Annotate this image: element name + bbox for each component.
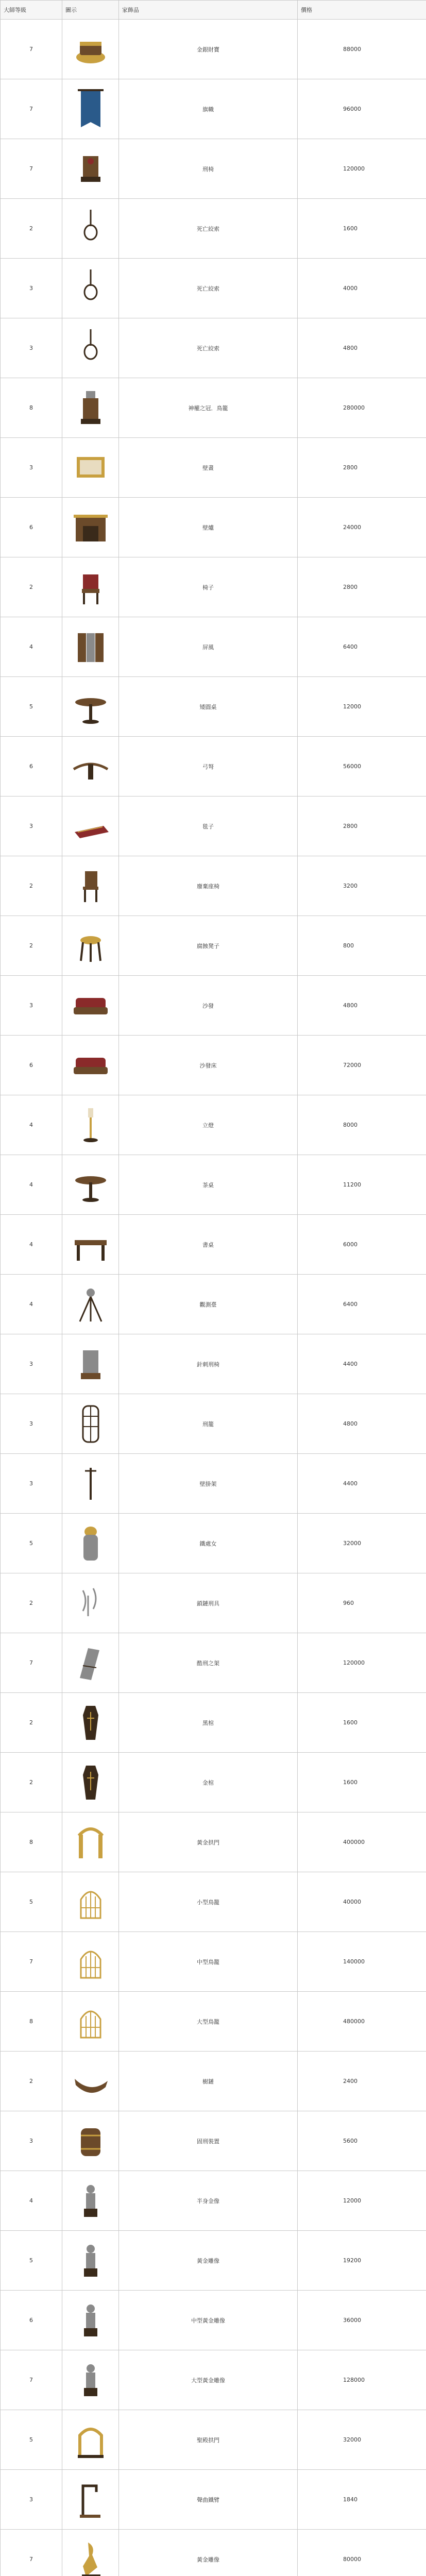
table-row (1, 2231, 426, 2291)
price-cell: 2800 (298, 796, 426, 856)
fireplace-icon (67, 504, 114, 551)
furniture-name-cell: 中型黃金雕像 (119, 2291, 298, 2350)
furniture-name-cell: 金銀財寶 (119, 20, 298, 79)
master-level-cell: 7 (1, 2530, 62, 2576)
master-level-cell: 2 (1, 1753, 62, 1812)
furniture-name-cell: 觀測臺 (119, 1275, 298, 1334)
table-row (1, 79, 426, 139)
price-cell: 6400 (298, 1275, 426, 1334)
item-icon-cell (62, 2052, 119, 2111)
master-level-cell: 4 (1, 1215, 62, 1275)
item-icon-cell (62, 1693, 119, 1753)
price-cell: 2800 (298, 438, 426, 498)
item-icon-cell (62, 259, 119, 318)
master-level-cell: 2 (1, 557, 62, 617)
furniture-name-cell: 黃金拱門 (119, 1812, 298, 1872)
table-row (1, 378, 426, 438)
furniture-name-cell: 酷刑之架 (119, 1633, 298, 1693)
furniture-name-cell: 刑籠 (119, 1394, 298, 1454)
master-level-cell: 7 (1, 79, 62, 139)
knight-statue-icon (67, 2357, 114, 2403)
table-row (1, 796, 426, 856)
price-cell: 5600 (298, 2111, 426, 2171)
price-cell: 40000 (298, 1872, 426, 1932)
master-level-cell: 8 (1, 1812, 62, 1872)
table-row (1, 139, 426, 199)
table-row (1, 1334, 426, 1394)
table-row (1, 1633, 426, 1693)
master-level-cell: 3 (1, 259, 62, 318)
furniture-name-cell: 壁掛架 (119, 1454, 298, 1514)
coffin-icon (67, 1759, 114, 1806)
furniture-name-cell: 死亡絞索 (119, 318, 298, 378)
item-icon-cell (62, 139, 119, 199)
coat-rack-icon (67, 1461, 114, 1507)
table-row (1, 2052, 426, 2111)
item-icon-cell (62, 438, 119, 498)
noose-icon (67, 265, 114, 312)
table-row (1, 2530, 426, 2576)
price-cell: 88000 (298, 20, 426, 79)
price-cell: 72000 (298, 1036, 426, 1095)
price-cell: 4400 (298, 1334, 426, 1394)
table-row (1, 20, 426, 79)
gallows-icon (67, 2477, 114, 2523)
armor-stand-icon (67, 385, 114, 431)
header-icon: 圖示 (62, 1, 119, 20)
table-row (1, 1932, 426, 1992)
item-icon-cell (62, 1753, 119, 1812)
table-row (1, 318, 426, 378)
master-level-cell: 3 (1, 1394, 62, 1454)
item-icon-cell (62, 557, 119, 617)
item-icon-cell (62, 2530, 119, 2576)
item-icon-cell (62, 318, 119, 378)
furniture-name-cell: 中型鳥籠 (119, 1932, 298, 1992)
furniture-name-cell: 針刺刑椅 (119, 1334, 298, 1394)
master-level-cell: 6 (1, 498, 62, 557)
table-row (1, 259, 426, 318)
furniture-name-cell: 沙發 (119, 976, 298, 1036)
item-icon-cell (62, 1633, 119, 1693)
master-level-cell: 4 (1, 1155, 62, 1215)
furniture-name-cell: 矮圓桌 (119, 677, 298, 737)
sofa-icon (67, 982, 114, 1029)
furniture-name-cell: 旗幟 (119, 79, 298, 139)
price-cell: 1600 (298, 1753, 426, 1812)
item-icon-cell (62, 199, 119, 259)
price-cell: 280000 (298, 378, 426, 438)
furniture-name-cell: 刑椅 (119, 139, 298, 199)
master-level-cell: 5 (1, 1514, 62, 1573)
header-furniture: 家飾品 (119, 1, 298, 20)
master-level-cell: 3 (1, 1334, 62, 1394)
price-cell: 32000 (298, 1514, 426, 1573)
table-row (1, 856, 426, 916)
price-cell: 4800 (298, 318, 426, 378)
price-cell: 8000 (298, 1095, 426, 1155)
item-icon-cell (62, 1215, 119, 1275)
round-table-icon (67, 1162, 114, 1208)
item-icon-cell (62, 1334, 119, 1394)
table-header-row (1, 1, 426, 20)
price-cell: 36000 (298, 2291, 426, 2350)
master-level-cell: 6 (1, 2291, 62, 2350)
item-icon-cell (62, 1573, 119, 1633)
furniture-name-cell: 弓弩 (119, 737, 298, 796)
folding-screen-icon (67, 624, 114, 670)
item-icon-cell (62, 796, 119, 856)
table-row (1, 1215, 426, 1275)
price-cell: 4800 (298, 976, 426, 1036)
master-level-cell: 5 (1, 677, 62, 737)
item-icon-cell (62, 916, 119, 976)
price-cell: 2400 (298, 2052, 426, 2111)
master-level-cell: 4 (1, 2171, 62, 2231)
item-icon-cell (62, 2231, 119, 2291)
price-cell: 11200 (298, 1155, 426, 1215)
wooden-chair-icon (67, 863, 114, 909)
golden-statue-icon (67, 2536, 114, 2576)
master-level-cell: 3 (1, 976, 62, 1036)
noose-icon (67, 325, 114, 371)
price-cell: 120000 (298, 139, 426, 199)
item-icon-cell (62, 737, 119, 796)
table-row (1, 1155, 426, 1215)
furniture-name-cell: 金棺 (119, 1753, 298, 1812)
item-icon-cell (62, 976, 119, 1036)
master-level-cell: 3 (1, 796, 62, 856)
price-cell: 24000 (298, 498, 426, 557)
tripod-icon (67, 1281, 114, 1328)
treasure-chest-icon (67, 26, 114, 73)
table-row (1, 1275, 426, 1334)
chair-icon (67, 564, 114, 611)
barrel-icon (67, 2118, 114, 2164)
painting-icon (67, 445, 114, 491)
item-icon-cell (62, 2410, 119, 2470)
item-icon-cell (62, 1155, 119, 1215)
sofa-icon (67, 1042, 114, 1089)
item-icon-cell (62, 2350, 119, 2410)
stool-icon (67, 923, 114, 969)
item-icon-cell (62, 1812, 119, 1872)
desk-icon (67, 1222, 114, 1268)
master-level-cell: 2 (1, 2052, 62, 2111)
crossbow-icon (67, 743, 114, 790)
price-cell: 80000 (298, 2530, 426, 2576)
furniture-name-cell: 鐵處女 (119, 1514, 298, 1573)
master-level-cell: 7 (1, 20, 62, 79)
price-cell: 3200 (298, 856, 426, 916)
master-level-cell: 5 (1, 2231, 62, 2291)
table-row (1, 976, 426, 1036)
table-row (1, 1394, 426, 1454)
item-icon-cell (62, 677, 119, 737)
table-row (1, 557, 426, 617)
item-icon-cell (62, 79, 119, 139)
price-cell: 6400 (298, 617, 426, 677)
furniture-name-cell: 沙發床 (119, 1036, 298, 1095)
master-level-cell: 6 (1, 1036, 62, 1095)
item-icon-cell (62, 2470, 119, 2530)
torture-rack-icon (67, 146, 114, 192)
master-level-cell: 6 (1, 737, 62, 796)
arch-gate-icon (67, 2417, 114, 2463)
master-level-cell: 2 (1, 856, 62, 916)
master-level-cell: 3 (1, 438, 62, 498)
furniture-name-cell: 廢棄座椅 (119, 856, 298, 916)
price-cell: 32000 (298, 2410, 426, 2470)
price-cell: 6000 (298, 1215, 426, 1275)
furniture-name-cell: 死亡絞索 (119, 199, 298, 259)
furniture-name-cell: 大型黃金雕像 (119, 2350, 298, 2410)
golden-gate-icon (67, 1819, 114, 1866)
table-row (1, 2410, 426, 2470)
price-cell: 12000 (298, 2171, 426, 2231)
furniture-name-cell: 黃金雕像 (119, 2231, 298, 2291)
item-icon-cell (62, 856, 119, 916)
furniture-name-cell: 大型鳥籠 (119, 1992, 298, 2052)
furniture-name-cell: 鎖鏈刑具 (119, 1573, 298, 1633)
table-row (1, 2111, 426, 2171)
furniture-name-cell: 屏風 (119, 617, 298, 677)
item-icon-cell (62, 1095, 119, 1155)
knight-statue-icon (67, 2238, 114, 2284)
wall-hooks-icon (67, 1580, 114, 1626)
iron-maiden-icon (67, 1520, 114, 1567)
furniture-name-cell: 書桌 (119, 1215, 298, 1275)
birdcage-icon (67, 1879, 114, 1925)
table-row (1, 199, 426, 259)
furniture-name-cell: 立燈 (119, 1095, 298, 1155)
master-level-cell: 4 (1, 617, 62, 677)
table-row (1, 1872, 426, 1932)
table-row (1, 1812, 426, 1872)
master-level-cell: 5 (1, 2410, 62, 2470)
table-row (1, 2171, 426, 2231)
table-row (1, 737, 426, 796)
furniture-name-cell: 茶桌 (119, 1155, 298, 1215)
master-level-cell: 4 (1, 1095, 62, 1155)
coffin-icon (67, 1700, 114, 1746)
table-row (1, 2470, 426, 2530)
item-icon-cell (62, 2291, 119, 2350)
item-icon-cell (62, 498, 119, 557)
item-icon-cell (62, 1036, 119, 1095)
round-table-icon (67, 684, 114, 730)
header-price: 價格 (298, 1, 426, 20)
price-cell: 1600 (298, 199, 426, 259)
price-cell: 4000 (298, 259, 426, 318)
birdcage-icon (67, 1939, 114, 1985)
price-cell: 800 (298, 916, 426, 976)
price-cell: 400000 (298, 1812, 426, 1872)
furniture-name-cell: 死亡絞索 (119, 259, 298, 318)
item-icon-cell (62, 2111, 119, 2171)
knight-statue-icon (67, 2297, 114, 2344)
price-cell: 2800 (298, 557, 426, 617)
master-level-cell: 8 (1, 1992, 62, 2052)
price-cell: 128000 (298, 2350, 426, 2410)
master-level-cell: 3 (1, 2111, 62, 2171)
price-cell: 56000 (298, 737, 426, 796)
price-cell: 96000 (298, 79, 426, 139)
master-level-cell: 7 (1, 2350, 62, 2410)
furniture-name-cell: 聖殿拱門 (119, 2410, 298, 2470)
table-row (1, 1753, 426, 1812)
price-cell: 1600 (298, 1693, 426, 1753)
furniture-name-cell: 小型鳥籠 (119, 1872, 298, 1932)
table-row (1, 1454, 426, 1514)
noose-icon (67, 206, 114, 252)
furniture-name-cell: 壁爐 (119, 498, 298, 557)
master-level-cell: 7 (1, 1633, 62, 1693)
furniture-name-cell: 毯子 (119, 796, 298, 856)
furniture-name-cell: 黑棺 (119, 1693, 298, 1753)
item-icon-cell (62, 1514, 119, 1573)
table-row (1, 2350, 426, 2410)
item-icon-cell (62, 1992, 119, 2052)
iron-cage-icon (67, 1401, 114, 1447)
shelf-icon (67, 1640, 114, 1686)
price-cell: 120000 (298, 1633, 426, 1693)
furniture-name-cell: 黃金雕像 (119, 2530, 298, 2576)
master-level-cell: 3 (1, 318, 62, 378)
master-level-cell: 4 (1, 1275, 62, 1334)
torture-chair-icon (67, 1341, 114, 1387)
price-cell: 19200 (298, 2231, 426, 2291)
price-cell: 480000 (298, 1992, 426, 2052)
table-row (1, 1573, 426, 1633)
master-level-cell: 3 (1, 1454, 62, 1514)
item-icon-cell (62, 2171, 119, 2231)
item-icon-cell (62, 617, 119, 677)
master-level-cell: 2 (1, 1573, 62, 1633)
table-row (1, 498, 426, 557)
table-row (1, 1036, 426, 1095)
price-cell: 140000 (298, 1932, 426, 1992)
price-cell: 12000 (298, 677, 426, 737)
item-icon-cell (62, 20, 119, 79)
master-level-cell: 2 (1, 199, 62, 259)
item-icon-cell (62, 1454, 119, 1514)
furniture-name-cell: 神權之冠．鳥籠 (119, 378, 298, 438)
furniture-name-cell: 固刑裝置 (119, 2111, 298, 2171)
item-icon-cell (62, 1872, 119, 1932)
table-row (1, 916, 426, 976)
table-row (1, 438, 426, 498)
master-level-cell: 7 (1, 1932, 62, 1992)
item-icon-cell (62, 378, 119, 438)
table-row (1, 1992, 426, 2052)
furniture-name-cell: 椅子 (119, 557, 298, 617)
price-cell: 960 (298, 1573, 426, 1633)
table-row (1, 617, 426, 677)
furniture-name-cell: 半身金像 (119, 2171, 298, 2231)
candle-stand-icon (67, 1102, 114, 1148)
birdcage-icon (67, 1998, 114, 2045)
furniture-name-cell: 樹鏈 (119, 2052, 298, 2111)
table-row (1, 1095, 426, 1155)
item-icon-cell (62, 1394, 119, 1454)
furniture-name-cell: 腐蝕凳子 (119, 916, 298, 976)
master-level-cell: 8 (1, 378, 62, 438)
carpet-icon (67, 803, 114, 850)
master-level-cell: 7 (1, 139, 62, 199)
item-icon-cell (62, 1932, 119, 1992)
master-level-cell: 5 (1, 1872, 62, 1932)
banner-icon (67, 86, 114, 132)
price-cell: 1840 (298, 2470, 426, 2530)
table-row (1, 1514, 426, 1573)
horn-icon (67, 2058, 114, 2105)
price-cell: 4800 (298, 1394, 426, 1454)
table-row (1, 677, 426, 737)
furniture-name-cell: 聲曲鐵臂 (119, 2470, 298, 2530)
table-row (1, 1693, 426, 1753)
knight-statue-icon (67, 2178, 114, 2224)
header-master-level: 大師等級 (1, 1, 62, 20)
furniture-name-cell: 壁畫 (119, 438, 298, 498)
item-icon-cell (62, 1275, 119, 1334)
price-cell: 4400 (298, 1454, 426, 1514)
table-row (1, 2291, 426, 2350)
master-level-cell: 2 (1, 1693, 62, 1753)
master-level-cell: 2 (1, 916, 62, 976)
master-level-cell: 3 (1, 2470, 62, 2530)
